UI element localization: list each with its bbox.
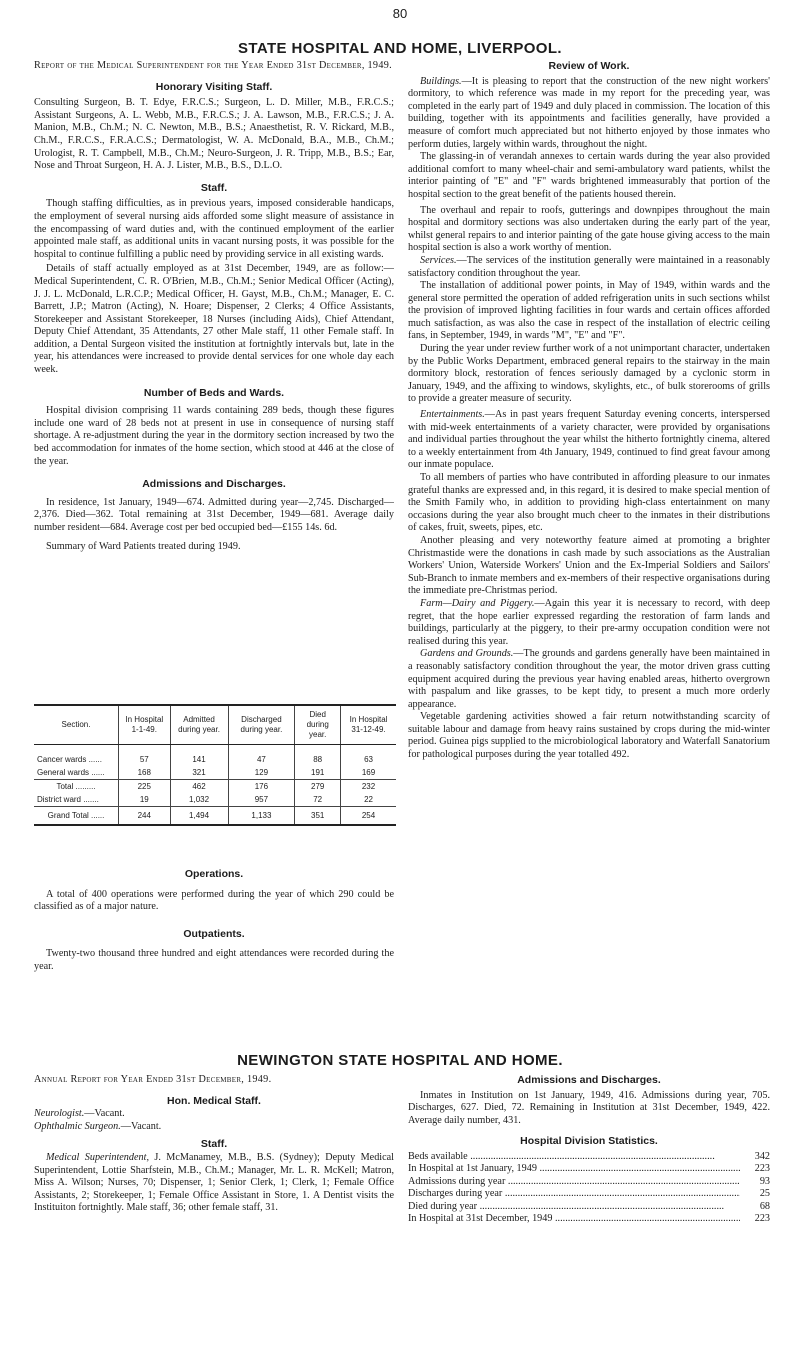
farm-label: Farm—Dairy and Piggery.: [420, 597, 535, 609]
report-heading: Report of the Medical Superintendent for the Year Ended 31st December, 1949.: [34, 60, 392, 71]
table-cell: 351: [295, 807, 341, 826]
list-item: [408, 1201, 770, 1214]
ward-summary-table: [34, 704, 396, 826]
table-cell: Cancer wards ......: [37, 755, 102, 764]
table-cell: 232: [341, 780, 396, 794]
staff2-text: J. McManamey, M.B., B.S. (Sydney); Deputy Medical Superintendent, Lottie Sharfstein, M.B., Ch.M.; Manager, Mr. L. R. McKell; Matron, Miss A. Wilson; Nurses, 70; Dispenser, 1; Senior Clerk, 1; Clerk, 1; Female Office Assistants, 2; Storekeeper, 1; Female Office Assistant in Store, 1. A Dentist visits the Instituiton fortnightly. Male staff, 36; other female staff, 31.: [34, 1151, 394, 1214]
table-cell: 19: [119, 793, 171, 807]
neurologist-line: [34, 1108, 394, 1121]
honorary-text: Consulting Surgeon, B. T. Edye, F.R.C.S.; Surgeon, L. D. Miller, M.B., F.R.C.S.; Assistant Surgeons, A. L. Webb, M.B., F.R.C.S.; J. A. Lawson, M.B., F.R.C.S.; J. A. Manion, M.B., Ch.M.; N. C. Newton, M.B., B.S.; Anaesthetist, R. V. Rickard, M.B., Ch.M., F.R.C.S., F.R.A.C.S.; Dermatologist, W. A. McDonald, B.A., M.B., Ch.M.; Urologist, R. T. Campbell, M.B., Ch.M.; Neuro-Surgeon, J. R. Tripp, M.B., B.S.; Ear, Nose and Throat Surgeon, H. A. J. Lister, M.B., B.S., D.L.O.: [34, 97, 394, 172]
table-header: Died during year.: [295, 705, 341, 745]
ophthalmic-value: —Vacant.: [120, 1120, 162, 1132]
list-item: [408, 1176, 770, 1189]
table-header: Admitted during year.: [170, 705, 228, 745]
services-paragraph-3: During the year under review further work of a not unimportant character, undertaken by the Public Works Department, embraced general repairs to the stairway in the main dormitory block, restoration of fences seriously damaged by a cyclonic storm in January, 1949, and the affixing to windows, skylights, etc., of bulk storerooms of grills to provide a greater measure of security.: [408, 343, 770, 405]
entertainments-paragraph-2: To all members of parties who have contributed in affording pleasure to our inmates grateful thanks are expressed and, in this regard, it is desired to make special mention of the Smith Family who, in addition to providing high-class entertainment on many occasions during the year also brought much cheer to the inmates in their distributions of cakes, fruit, sweets, pipes, etc.: [408, 472, 770, 534]
outpatients-heading: Outpatients.: [183, 927, 245, 940]
table-cell: 176: [228, 780, 295, 794]
honorary-heading: Honorary Visiting Staff.: [155, 80, 273, 93]
admissions-heading: Admissions and Discharges.: [142, 478, 286, 491]
admissions2-heading: Admissions and Discharges.: [517, 1074, 661, 1086]
buildings-label: Buildings.: [420, 75, 462, 87]
services-label: Services.: [420, 254, 457, 266]
hospital-stats-heading: Hospital Division Statistics.: [520, 1135, 658, 1148]
section-title-liverpool: STATE HOSPITAL AND HOME, LIVERPOOL.: [237, 40, 562, 57]
table-cell: 244: [119, 807, 171, 826]
table-header: In Hospital 31-12-49.: [341, 705, 396, 745]
newington-right-column: [408, 1074, 770, 1226]
hospital-stats-list: [408, 1151, 770, 1226]
services-paragraph-1: [408, 255, 770, 280]
hon-medical-heading: Hon. Medical Staff.: [167, 1094, 261, 1107]
list-item: [408, 1163, 770, 1176]
stat-label: Admissions during year .....: [408, 1176, 740, 1189]
table-cell: 1,032: [170, 793, 228, 807]
table-row: [34, 793, 396, 807]
entertainments-paragraph-3: Another pleasing and very noteworthy feature aimed at promoting a brighter Christmastide were the donations in cash made by such associations as the Australian Workers' Union, Waterside Workers' Union and the Ex-Imperial Soldiers and Sailors' Sub-Branch to inmate members and ex-members of their respective organisations during the immediate pre-Christmas period.: [408, 534, 770, 597]
farm-paragraph: [408, 598, 770, 648]
staff2-label: Medical Superintendent,: [46, 1151, 149, 1163]
beds-heading: Number of Beds and Wards.: [143, 386, 285, 399]
section-title-newington: NEWINGTON STATE HOSPITAL AND HOME.: [237, 1052, 563, 1069]
table-cell: 57: [119, 753, 171, 766]
page-number: 80: [392, 6, 408, 21]
neurologist-value: —Vacant.: [84, 1108, 125, 1120]
table-cell: 129: [228, 766, 295, 780]
outpatients-paragraph: Twenty-two thousand three hundred and eight attendances were recorded during the year.: [34, 948, 394, 972]
table-header: Section.: [34, 705, 119, 745]
stat-label: Discharges during year .....: [408, 1188, 740, 1201]
review-heading: Review of Work.: [548, 60, 630, 72]
table-caption: Summary of Ward Patients treated during 1949.: [46, 540, 241, 552]
admissions-paragraph: In residence, 1st January, 1949—674. Admitted during year—2,745. Discharged—2,376. Died—362. Total remaining at 31st December, 1949—681. Average daily number resident—684. Average cost per bed occupied bed—£155 14s. 6d.: [34, 496, 394, 533]
staff-paragraph-2: Details of staff actually employed as at 31st December, 1949, are as follow:—Medical Superintendent, C. R. O'Brien, M.B., Ch.M.; Senior Medical Officer (Acting), J. J. L. McDonald, L.R.C.P.; Medical Officer, H. Gayst, M.B., Ch.M.; Manager, E. C. Barrett, J.P.; Matron (Acting), N. Hoare; Dispenser, 2 Clerks; 4 Office Assistants, Storekeeper and Assistant Storekeeper, 18 Nurses (including Aids), Chief Attendant, Deputy Chief Attendant, 35 Attendants, 27 other Male staff, 11 other Female staff. In addition, a Dental Surgeon visited the institution at fortnightly intervals but, late in the year, his attendances were increased to provide dental services for one whole day each week.: [34, 263, 394, 376]
ophthalmic-label: Ophthalmic Surgeon.: [34, 1120, 121, 1132]
services-text: —The services of the institution generally were maintained in a reasonably satisfactory condition throughout the year.: [408, 254, 770, 279]
buildings-text: —It is pleasing to report that the construction of the new night workers' dormitory, to which reference was made in my report for the preceding year, was completed in the early part of 1949 and duly placed in commission. The location of this building, together with its appointments and facilities generally, have provided a measure of comfort much appreciated but not hitherto enjoyed by those inmates who perform duties, largely within wards, throughout the night.: [408, 75, 770, 150]
list-item: [408, 1213, 770, 1226]
ophthalmic-line: [34, 1121, 394, 1134]
gardens-label: Gardens and Grounds.: [420, 648, 514, 660]
admissions2-paragraph: Inmates in Institution on 1st January, 1949, 416. Admissions during year, 705. Discharges, 627. Died, 72. Remaining in Institution at 31st December, 1949, 422. Average daily number, 431.: [408, 1089, 770, 1126]
neurologist-label: Neurologist.: [34, 1108, 85, 1120]
table-header: Discharged during year.: [228, 705, 295, 745]
buildings-paragraph-3: The overhaul and repair to roofs, gutterings and downpipes throughout the main hospital and dormitory sections was also undertaken during the early part of the year, whilst general repairs to and interior painting of the gate house giving access to the main hospital section is also a work worthy of mention.: [408, 204, 770, 254]
table-cell: Total .........: [34, 780, 119, 794]
buildings-paragraph-1: [408, 76, 770, 152]
gardens-paragraph-2: Vegetable gardening activities showed a fair return notwithstanding scarcity of suitable labour and damage from heavy rains sustained by crops during the mid-winter period. Guinea pigs supplied to the microbiological laboratory and Waterfall Sanatorium for pathological purposes during the year totalled 492.: [408, 711, 770, 761]
right-column: [408, 60, 770, 762]
operations-heading: Operations.: [184, 868, 244, 880]
beds-paragraph: Hospital division comprising 11 wards containing 289 beds, though these figures include one ward of 28 beds not at present in use in consequence of nursing staff shortage. A re-adjustment during the year in the dormitory section increased by two the bed accommodation for inmates of the home section, which stood at 446 at the close of the year.: [34, 405, 394, 467]
left-column-bottom: [34, 868, 394, 974]
table-cell: 957: [228, 793, 295, 807]
table-cell: 254: [341, 807, 396, 826]
table-cell: 63: [341, 753, 396, 766]
stat-label: In Hospital at 1st January, 1949 .....: [408, 1163, 740, 1176]
services-paragraph-2: The installation of additional power points, in May of 1949, within wards and the general store permitted the operation of added refrigeration units in such sections whilst the provision of improved lighting facilities in four wards and certain offices afforded much satisfaction, as was also the case in respect of the installation of electric ceiling fans, in September, 1949, in wards "M", "E" and "F".: [408, 280, 770, 342]
table-cell: 1,133: [228, 807, 295, 826]
staff-paragraph-1: Though staffing difficulties, as in previous years, imposed considerable handicaps, the employment of several nursing aids afforded some slight measure of assistance in the encompassing of ward duties and, with the continued employment of the earlier appointed male staff, as additional units in vacant nursing posts, it was possible for the hospital to continue fulfilling a public need by providing service in all existing wards.: [34, 198, 394, 260]
stat-value: 342: [754, 1150, 770, 1162]
stat-value: 25: [759, 1188, 770, 1200]
table-cell: 225: [119, 780, 171, 794]
table-cell: 1,494: [170, 807, 228, 826]
table-cell: 88: [295, 753, 341, 766]
farm-text: —Again this year it is necessary to record, with deep regret, that the hope earlier expressed regarding the restoration of farm lands and buildings, particularly at the piggery, to their pre-army occupation condition were not realised during this year.: [408, 597, 770, 647]
table-header: In Hospital 1-1-49.: [119, 705, 171, 745]
table-row: [34, 807, 396, 826]
left-column-top: [34, 60, 394, 553]
stat-value: 223: [754, 1213, 770, 1225]
table-cell: 321: [170, 766, 228, 780]
table-row: [34, 753, 396, 766]
table-row: [34, 780, 396, 794]
table-cell: District ward .......: [37, 795, 99, 804]
stat-label: In Hospital at 31st December, 1949 .....: [408, 1213, 740, 1226]
table-cell: 141: [170, 753, 228, 766]
annual-report-heading: Annual Report for Year Ended 31st December, 1949.: [34, 1074, 272, 1085]
entertainments-text: —As in past years frequent Saturday evening concerts, interspersed with mid-week entertainments of a variety character, were provided by organisations and individual parties throughout the year whilst the hitherto fortnightly cinema, altered to a weekly entertainment from 4th January, 1949, continued to find great favour among our inmate populace.: [408, 409, 770, 471]
list-item: [408, 1151, 770, 1164]
entertainments-label: Entertainments.: [420, 409, 485, 421]
staff2-paragraph: [34, 1152, 394, 1215]
table-cell: 72: [295, 793, 341, 807]
stat-value: 223: [754, 1163, 770, 1175]
entertainments-paragraph-1: [408, 409, 770, 472]
buildings-paragraph-2: The glassing-in of verandah annexes to certain wards during the year also provided additional comfort to many wheel-chair and semi-ambulatory ward patients, whilst the interior painting of "E" and "F" wards brightened immeasurably that portion of the hospital section to the great benefit of the patients housed therein.: [408, 151, 770, 200]
stat-label: Beds available .....: [408, 1151, 740, 1164]
table-cell: 462: [170, 780, 228, 794]
list-item: [408, 1188, 770, 1201]
table-cell: 169: [341, 766, 396, 780]
stat-value: 93: [759, 1175, 770, 1187]
staff2-heading: Staff.: [200, 1138, 228, 1151]
table-cell: Grand Total ......: [34, 807, 119, 826]
table-cell: 47: [228, 753, 295, 766]
table-row: [34, 766, 396, 780]
table-cell: 22: [341, 793, 396, 807]
table-cell: 191: [295, 766, 341, 780]
ward-summary-table-wrap: [34, 704, 396, 826]
newington-left-column: [34, 1074, 394, 1215]
gardens-text: —The grounds and gardens generally have been maintained in a reasonably satisfactory condition throughout the year, the motor driven grass cutting equipment acquired during the previous year having enabled areas, hitherto overgrown with paspalum and like grasses, to be kept tidy, to present a much more orderly appearance.: [408, 648, 770, 710]
stat-value: 68: [759, 1200, 770, 1212]
table-cell: 279: [295, 780, 341, 794]
gardens-paragraph-1: [408, 648, 770, 711]
stat-label: Died during year .....: [408, 1201, 740, 1214]
operations-paragraph: A total of 400 operations were performed during the year of which 290 could be classified as of a major nature.: [34, 888, 394, 913]
table-cell: General wards ......: [37, 768, 105, 777]
staff-heading: Staff.: [200, 181, 228, 194]
table-cell: 168: [119, 766, 171, 780]
